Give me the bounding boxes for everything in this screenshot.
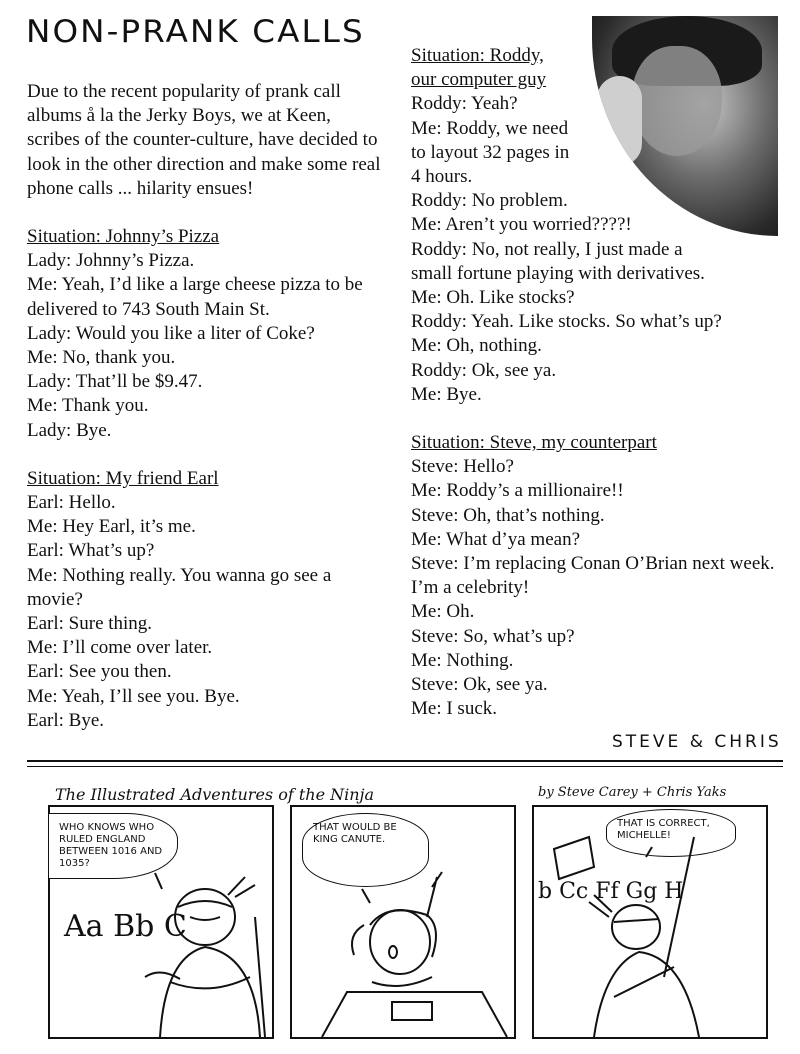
speech-bubble: WHO KNOWS WHO RULED ENGLAND BETWEEN 1016 AND 1035? bbox=[48, 813, 178, 879]
dialogue-line: Me: Yeah, I’ll see you. Bye. bbox=[27, 685, 240, 707]
dialogue-line: Earl: What’s up? bbox=[27, 540, 155, 562]
dialogue-line: Earl: Hello. bbox=[27, 492, 116, 514]
section-heading: Situation: Roddy, bbox=[411, 45, 544, 66]
dialogue-line: Me: Oh. Like stocks? bbox=[411, 287, 575, 309]
section-heading: Situation: Johnny’s Pizza bbox=[27, 226, 220, 248]
dialogue-line: small fortune playing with derivatives. bbox=[411, 262, 705, 284]
divider-rule bbox=[27, 760, 783, 762]
section-heading: Situation: My friend Earl bbox=[27, 467, 219, 489]
dialogue-line: Roddy: Yeah? bbox=[411, 93, 518, 115]
dialogue-line: Lady: Johnny’s Pizza. bbox=[27, 250, 195, 272]
comic-panel-2 bbox=[290, 805, 516, 1039]
ninja-sword-drawing bbox=[534, 807, 766, 1037]
section-heading: our computer guy bbox=[411, 69, 547, 91]
alphabet-letters: Aa Bb C bbox=[64, 909, 187, 944]
signature: STEVE & CHRIS bbox=[612, 732, 782, 752]
dialogue-line: 4 hours. bbox=[411, 166, 473, 188]
dialogue-line: Steve: Ok, see ya. bbox=[411, 674, 548, 696]
section-roddy bbox=[411, 44, 791, 407]
dialogue-line: to layout 32 pages in bbox=[411, 141, 570, 163]
dialogue-line: Me: I’ll come over later. bbox=[27, 637, 213, 659]
intro-paragraph: Due to the recent popularity of prank call albums å la the Jerky Boys, we at Keen, scribes of the counter-culture, have decided to look in the other direction and make some real phone calls ... hilarity ensues! bbox=[27, 81, 381, 199]
speech-bubble: THAT WOULD BE KING CANUTE. bbox=[302, 813, 429, 887]
section-johnnys-pizza bbox=[27, 225, 387, 443]
student-drawing bbox=[292, 807, 514, 1037]
dialogue-line: Me: Oh, nothing. bbox=[411, 335, 542, 357]
dialogue-line: Lady: Would you like a liter of Coke? bbox=[27, 322, 315, 344]
dialogue-line: Me: What d’ya mean? bbox=[411, 528, 580, 550]
dialogue-line: Me: Roddy’s a millionaire!! bbox=[411, 480, 624, 502]
comic-panel-3 bbox=[532, 805, 768, 1039]
dialogue-line: Lady: That’ll be $9.47. bbox=[27, 371, 203, 393]
comic-panel-1 bbox=[48, 805, 274, 1039]
dialogue-line: Me: Nothing. bbox=[411, 649, 514, 671]
page-title: NON-PRANK CALLS bbox=[26, 14, 365, 50]
dialogue-line: Me: Aren’t you worried????! bbox=[411, 214, 632, 236]
right-column bbox=[411, 44, 791, 721]
alphabet-letters: b Cc Ff Gg H bbox=[538, 879, 684, 904]
dialogue-line: Me: No, thank you. bbox=[27, 347, 176, 369]
dialogue-line: Me: Roddy, we need bbox=[411, 117, 569, 139]
dialogue-line: Me: Thank you. bbox=[27, 395, 149, 417]
dialogue-line: Me: Bye. bbox=[411, 383, 482, 405]
dialogue-line: Steve: I’m replacing Conan O’Brian next week. I’m a celebrity! bbox=[411, 553, 775, 599]
section-steve bbox=[411, 431, 791, 721]
dialogue-line: Steve: So, what’s up? bbox=[411, 625, 575, 647]
dialogue-line: Earl: See you then. bbox=[27, 661, 172, 683]
speech-bubble: THAT IS CORRECT, MICHELLE! bbox=[606, 809, 736, 857]
section-friend-earl bbox=[27, 467, 387, 733]
section-heading: Situation: Steve, my counterpart bbox=[411, 432, 657, 454]
dialogue-line: Lady: Bye. bbox=[27, 419, 112, 441]
dialogue-line: Me: Nothing really. You wanna go see a movie? bbox=[27, 564, 332, 610]
dialogue-line: Roddy: No, not really, I just made a bbox=[411, 238, 683, 260]
left-column bbox=[27, 80, 387, 733]
dialogue-line: Me: I suck. bbox=[411, 698, 498, 720]
dialogue-line: Steve: Oh, that’s nothing. bbox=[411, 504, 605, 526]
dialogue-line: Roddy: No problem. bbox=[411, 190, 568, 212]
divider-rule bbox=[27, 766, 783, 767]
dialogue-line: Steve: Hello? bbox=[411, 456, 514, 478]
comic-title: The Illustrated Adventures of the Ninja bbox=[55, 785, 375, 804]
dialogue-line: Me: Hey Earl, it’s me. bbox=[27, 516, 196, 538]
dialogue-line: Me: Yeah, I’d like a large cheese pizza to be delivered to 743 South Main St. bbox=[27, 274, 363, 320]
comic-credit: by Steve Carey + Chris Yaks bbox=[538, 785, 727, 800]
dialogue-line: Earl: Sure thing. bbox=[27, 613, 153, 635]
dialogue-line: Roddy: Yeah. Like stocks. So what’s up? bbox=[411, 311, 722, 333]
ninja-drawing bbox=[50, 807, 272, 1037]
dialogue-line: Roddy: Ok, see ya. bbox=[411, 359, 557, 381]
dialogue-line: Me: Oh. bbox=[411, 601, 475, 623]
dialogue-line: Earl: Bye. bbox=[27, 709, 105, 731]
